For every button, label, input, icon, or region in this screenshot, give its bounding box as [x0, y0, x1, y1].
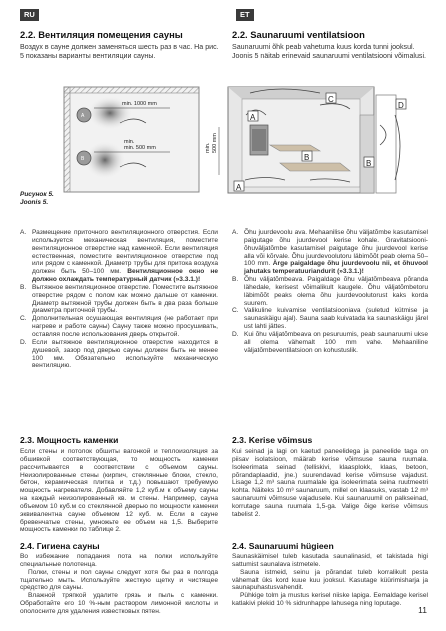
vent-marker-b [302, 151, 312, 162]
ru-hygiene-p2: Полки, стены и пол сауны следует хотя бы раз в полгода тщательно мыть. Используйте жесткую щетку и чистящее средство для сауны. [20, 568, 218, 592]
ru-item-c: C. Дополнительная осушающая вентиляция (не работает при нагреве и работе сауны) Сауну также можно просушивать, оставляя после использования дверь открытой. [20, 315, 218, 338]
ru-hygiene-p3: Влажной тряпкой удалите грязь и пыль с каменки. Обработайте его 10 %-ным раствором лимонной кислоты и ополосните для удаления известковых пятен. [20, 592, 218, 615]
ru-item-a: A. Размещение приточного вентиляционного отверстия. Если используется механическая вентиляция, поместите вентиляционное отверстие над каменкой. Если вентиляция естественная, поместите вентиляционное отверстие под или рядом с каменкой. Диаметр трубы для притока воздуха должен быть 50–100 мм. Вентиляционное окно не должно охлаждать температурный датчик (»3.3.1.)! [20, 229, 219, 284]
language-tab-ru: RU [20, 9, 39, 21]
section-text-et-2-4 [232, 553, 428, 608]
svg-text:A: A [250, 113, 256, 122]
page-number: 11 [418, 605, 427, 615]
et-hygiene-p1: Saunaskäimisel tuleb kasutada saunalinasid, et takistada higi sattumist saunalava istmetele. [232, 553, 428, 568]
ru-item-b: B. Вытяжное вентиляционное отверстие. Поместите вытяжное отверстие рядом с полом как можно дальше от каменки. Диаметр вытяжной трубы должен быть в два раза больше диаметра приточной трубы. [20, 283, 218, 315]
plan-label-b: B [81, 156, 85, 162]
dimension-label-2: min. 500 mm [124, 145, 156, 151]
et-hygiene-p2: Sauna istmeid, seinu ja põrandat tuleb korralikult pesta vähemalt üks kord kuue kuu jooksul. Kasutage küürimisharja ja saunapuhastusvahendit. [232, 568, 428, 592]
et-items [232, 229, 428, 355]
vent-marker-a [234, 181, 244, 192]
heading-et: 2.2. Saunaruumi ventilatsioon [232, 29, 365, 40]
et-item-a: A. Õhu juurdevoolu ava. Mehaanilise õhu väljatõmbe kasutamisel paigutage õhu juurdevool kerise kohale. Gravitatsiooni-õhuväljatõmbe kasutamisel paigutage õhu juurdevool kerise alla või kõrvale. Õhu juurdevoolutoru läbimõõt peab olema 50–100 mm. Ärge paigaldage õhu juurdevoolu nii, et õhuvool jahutaks temperatuuriandurit (»3.3.1.)! [232, 229, 429, 276]
ru-items [20, 229, 218, 370]
language-tab-et: ET [236, 9, 254, 21]
svg-text:B: B [304, 153, 310, 162]
intro-et: Saunaruumi õhk peab vahetuma kuus korda tunni jooksul. Joonis 5 näitab erinevaid saunaruumi ventilatsiooni võimalusi. [232, 43, 427, 60]
vent-marker-d [396, 99, 406, 110]
et-item-d: D. Kui õhu väljatõmbeava on pesuruumis, peab saunaruumi ukse all olema vähemalt 100 mm vahe. Mehaaniline väljatõmbeventilatsioon on kohustuslik. [232, 330, 428, 354]
figure-caption-et: Joonis 5. [20, 199, 49, 206]
section-text-ru-2-4 [20, 553, 218, 616]
ventilation-figure [20, 85, 430, 197]
sauna-section-view [228, 87, 400, 193]
et-hygiene-p3: Pühkige tolm ja mustus kerisel niiske lapiga. Eemaldage kerisel katlakivi plekid 10 % sidrunhappe lahusega ning loputage. [232, 592, 428, 608]
section-title-et-2-3: 2.3. Kerise võimsus [232, 435, 313, 445]
et-item-c: C. Valikuline kuivamise ventilatsiooniava (suletud kütmise ja saunaskäigu ajal). Sauna saab kuivatada ka saunaskäigu järel ust lahti jättes. [232, 307, 428, 331]
section-text-et-2-3: Kui seinad ja lagi on kaetud paneelidega ja paneelide taga on piisav isolatsioon, määrab kerise võimsuse sauna ruumala. Isoleerimata seinad (telliskivi, klaasplokk, klaas, betoon, põrandaplaadid, jne.) suurendavad kerise võimsuse vajadust. Lisage 1,2 m³ sauna ruumalale iga isoleerimata seina ruutmeetri kohta. Näiteks 10 m³ saunaruum, millel on klaasuks, vastab 12 m³ saunaruumi võimsuse vajadusele. Kui saunaruumil on palkseinad, korrutage sauna ruumala 1,5-ga. Valige õige kerise võimsus tabelist 2. [232, 448, 428, 518]
plan-label-a: A [81, 113, 85, 119]
section-text-ru-2-3: Если стены и потолок обшиты вагонкой и теплоизоляция за обшивкой соответствующая, то мощность каменки рассчитывается в соответствии с объемом сауны. Неизолированные стены (кирпич, стеклянные блоки, стекло, бетон, керамическая плитка и т.д.) повышают требуемую мощность нагревателя. Добавляйте 1,2 куб.м к объему сауны на каждый неизолированный кв. м стены. Например, сауна объемом 10 куб.м со стеклянной дверью по мощности каменки эквивалентна сауне объемом 12 куб. м. Если в сауне бревенчатые стены, умножьте ее объем на 1,5. Выберите мощность каменки по таблице 2. [20, 448, 218, 534]
dimension-label-2a: min. [124, 139, 135, 145]
svg-text:A: A [236, 183, 242, 192]
vent-marker-a-top [248, 111, 258, 122]
vent-marker-b-right [364, 157, 374, 168]
ru-item-d: D. Если вытяжное вентиляционное отверстие находится в душевой, зазор под дверью сауны должен быть не менее 100 мм. Обязательно используйте механическую вентиляцию. [20, 338, 218, 370]
svg-text:D: D [398, 101, 404, 110]
intro-ru: Воздух в сауне должен заменяться шесть раз в час. На рис. 5 показаны варианты вентиляции сауны. [20, 43, 219, 60]
section-title-ru-2-3: 2.3. Мощность каменки [20, 435, 119, 445]
heading-ru: 2.2. Вентиляция помещения сауны [20, 29, 183, 40]
dimension-label-3a: min. [205, 142, 211, 153]
et-item-b: B. Õhu väljatõmbeava. Paigaldage õhu väljatõmbeava põranda lähedale, kerisest võimalikult kaugele. Õhu väljatõmbetoru läbimõõt peaks olema õhu juurdevoolutorust kaks korda suurem. [232, 276, 428, 307]
section-title-ru-2-4: 2.4. Гигиена сауны [20, 541, 100, 551]
svg-text:C: C [328, 95, 334, 104]
ru-hygiene-p1: Во избежание попадания пота на полки используйте специальные полотенца. [20, 553, 218, 568]
section-title-et-2-4: 2.4. Saunaruumi hügieen [232, 541, 334, 551]
dimension-label-1: min. 1000 mm [122, 101, 157, 107]
svg-text:B: B [366, 159, 372, 168]
vent-marker-c [326, 93, 336, 104]
dimension-label-3b: 500 mm [212, 133, 218, 153]
figure-caption-ru: Рисунок 5. [20, 191, 54, 198]
